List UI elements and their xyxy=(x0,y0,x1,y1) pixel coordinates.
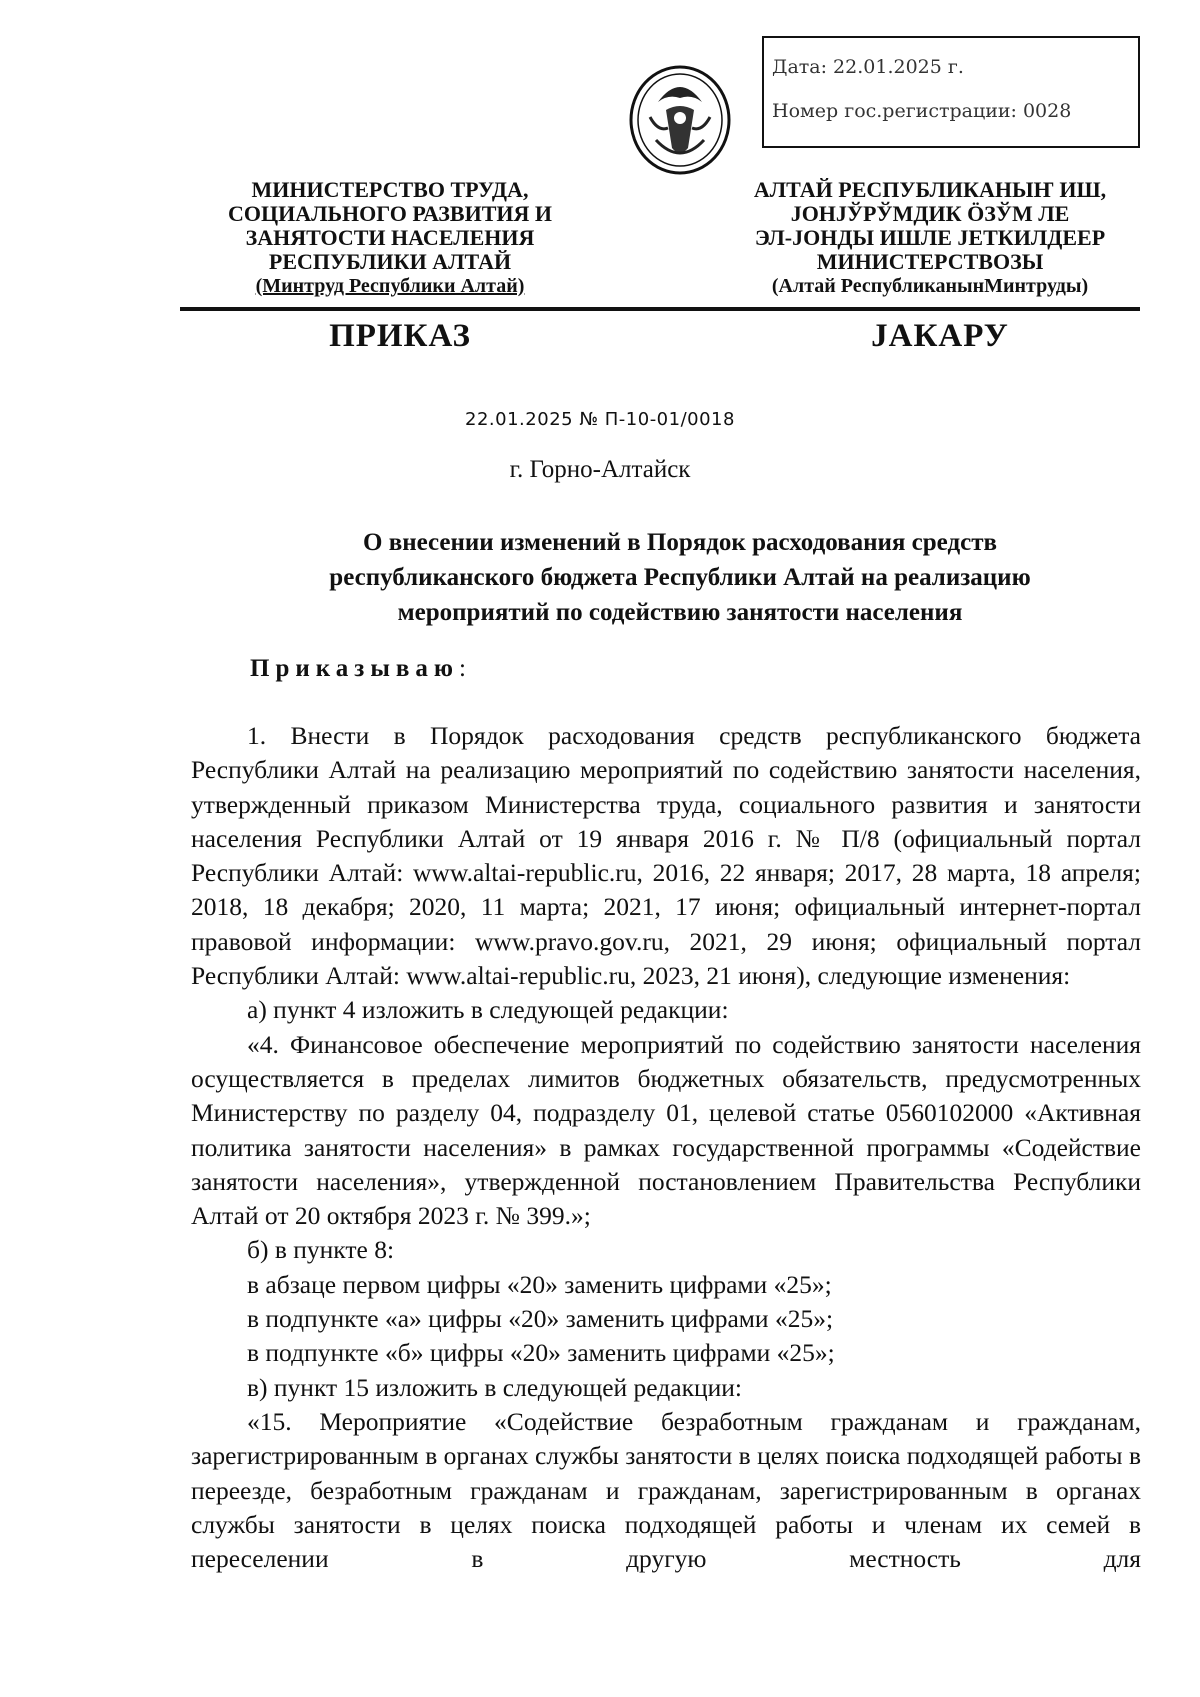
order-subject xyxy=(240,525,1120,630)
city: г. Горно-Алтайск xyxy=(509,456,691,483)
ministry-alt-short-name: (Алтай РеспубликанынМинтруды) xyxy=(771,275,1089,297)
doc-type-altai: ЈАКАРУ xyxy=(871,318,1009,354)
body-paragraph: в подпункте «а» цифры «20» заменить цифрами «25»; xyxy=(247,1304,834,1334)
subject-line: О внесении изменений в Порядок расходования средств xyxy=(363,529,997,556)
registration-number: Номер гос.регистрации: 0028 xyxy=(772,100,1072,122)
order-body xyxy=(191,719,1141,1576)
body-paragraph: а) пункт 4 изложить в следующей редакции: xyxy=(247,995,729,1025)
header-divider xyxy=(180,307,1140,311)
order-date-number: 22.01.2025 № П-10-01/0018 xyxy=(465,409,735,430)
ministry-name-russian xyxy=(180,178,600,298)
order-word xyxy=(250,655,466,683)
coat-of-arms-icon xyxy=(628,62,732,176)
body-paragraph: «15. Мероприятие «Содействие безработным гражданам и гражданам, зарегистрированным в органах службы занятости в целях поиска подходящей работы в переезде, безработным гражданам и гражданам, зарегистрированным в органах службы занятости в целях поиска подходящей работы и членам их семей в переселении в другую местность для xyxy=(191,1406,1141,1574)
body-paragraph: в абзаце первом цифры «20» заменить цифрами «25»; xyxy=(247,1269,832,1299)
ministry-ru-line: РЕСПУБЛИКИ АЛТАЙ xyxy=(268,249,512,274)
ministry-ru-line: ЗАНЯТОСТИ НАСЕЛЕНИЯ xyxy=(245,225,535,250)
ministry-ru-short-name: (Минтруд Республики Алтай) xyxy=(255,275,525,297)
doc-type-russian: ПРИКАЗ xyxy=(329,318,471,354)
subject-line: республиканского бюджета Республики Алтай на реализацию xyxy=(329,564,1031,591)
ministry-alt-line: МИНИСТЕРСТВОЗЫ xyxy=(816,249,1044,274)
body-paragraph: в) пункт 15 изложить в следующей редакции: xyxy=(247,1372,742,1402)
registration-box xyxy=(762,36,1140,148)
body-paragraph: в подпункте «б» цифры «20» заменить цифрами «25»; xyxy=(247,1338,835,1368)
ministry-alt-line: ЭЛ-ЈОНДЫ ИШЛЕ ЈЕТКИЛДЕЕР xyxy=(754,225,1106,250)
body-paragraph: «4. Финансовое обеспечение мероприятий по содействию занятости населения осуществляется в пределах лимитов бюджетных обязательств, предусмотренных Министерству по разделу 04, подразделу 01, целевой статье 0560102000 «Активная политика занятости населения» в рамках государственной программы «Содействие занятости населения», утвержденной постановлением Правительства Республики Алтай от 20 октября 2023 г. № 399.»; xyxy=(191,1029,1141,1231)
body-paragraph: б) в пункте 8: xyxy=(247,1235,395,1265)
ministry-ru-line: СОЦИАЛЬНОГО РАЗВИТИЯ И xyxy=(228,201,552,226)
subject-line: мероприятий по содействию занятости населения xyxy=(397,599,963,626)
order-word-colon: : xyxy=(458,655,466,682)
ministry-ru-line: МИНИСТЕРСТВО ТРУДА, xyxy=(251,177,529,202)
order-word-text: Приказываю xyxy=(250,655,459,682)
registration-date: Дата: 22.01.2025 г. xyxy=(772,56,964,78)
ministry-name-altai xyxy=(720,178,1140,298)
ministry-alt-line: АЛТАЙ РЕСПУБЛИКАНЫҤ ИШ, xyxy=(753,177,1107,202)
ministry-alt-line: ЈОНЈЎРЎМДИК ÖЗЎМ ЛЕ xyxy=(790,201,1070,226)
body-paragraph: 1. Внести в Порядок расходования средств республиканского бюджета Республики Алтай на реализацию мероприятий по содействию занятости населения, утвержденный приказом Министерства труда, социального развития и занятости населения Республики Алтай от 19 января 2016 г. № П/8 (официальный портал Республики Алтай: www.altai-republic.ru, 2016, 22 января; 2017, 28 марта, 18 апреля; 2018, 18 декабря; 2020, 11 марта; 2021, 17 июня; официальный интернет-портал правовой информации: www.pravo.gov.ru, 2021, 29 июня; официальный портал Республики Алтай: www.altai-republic.ru, 2023, 21 июня), следующие изменения: xyxy=(191,721,1141,991)
